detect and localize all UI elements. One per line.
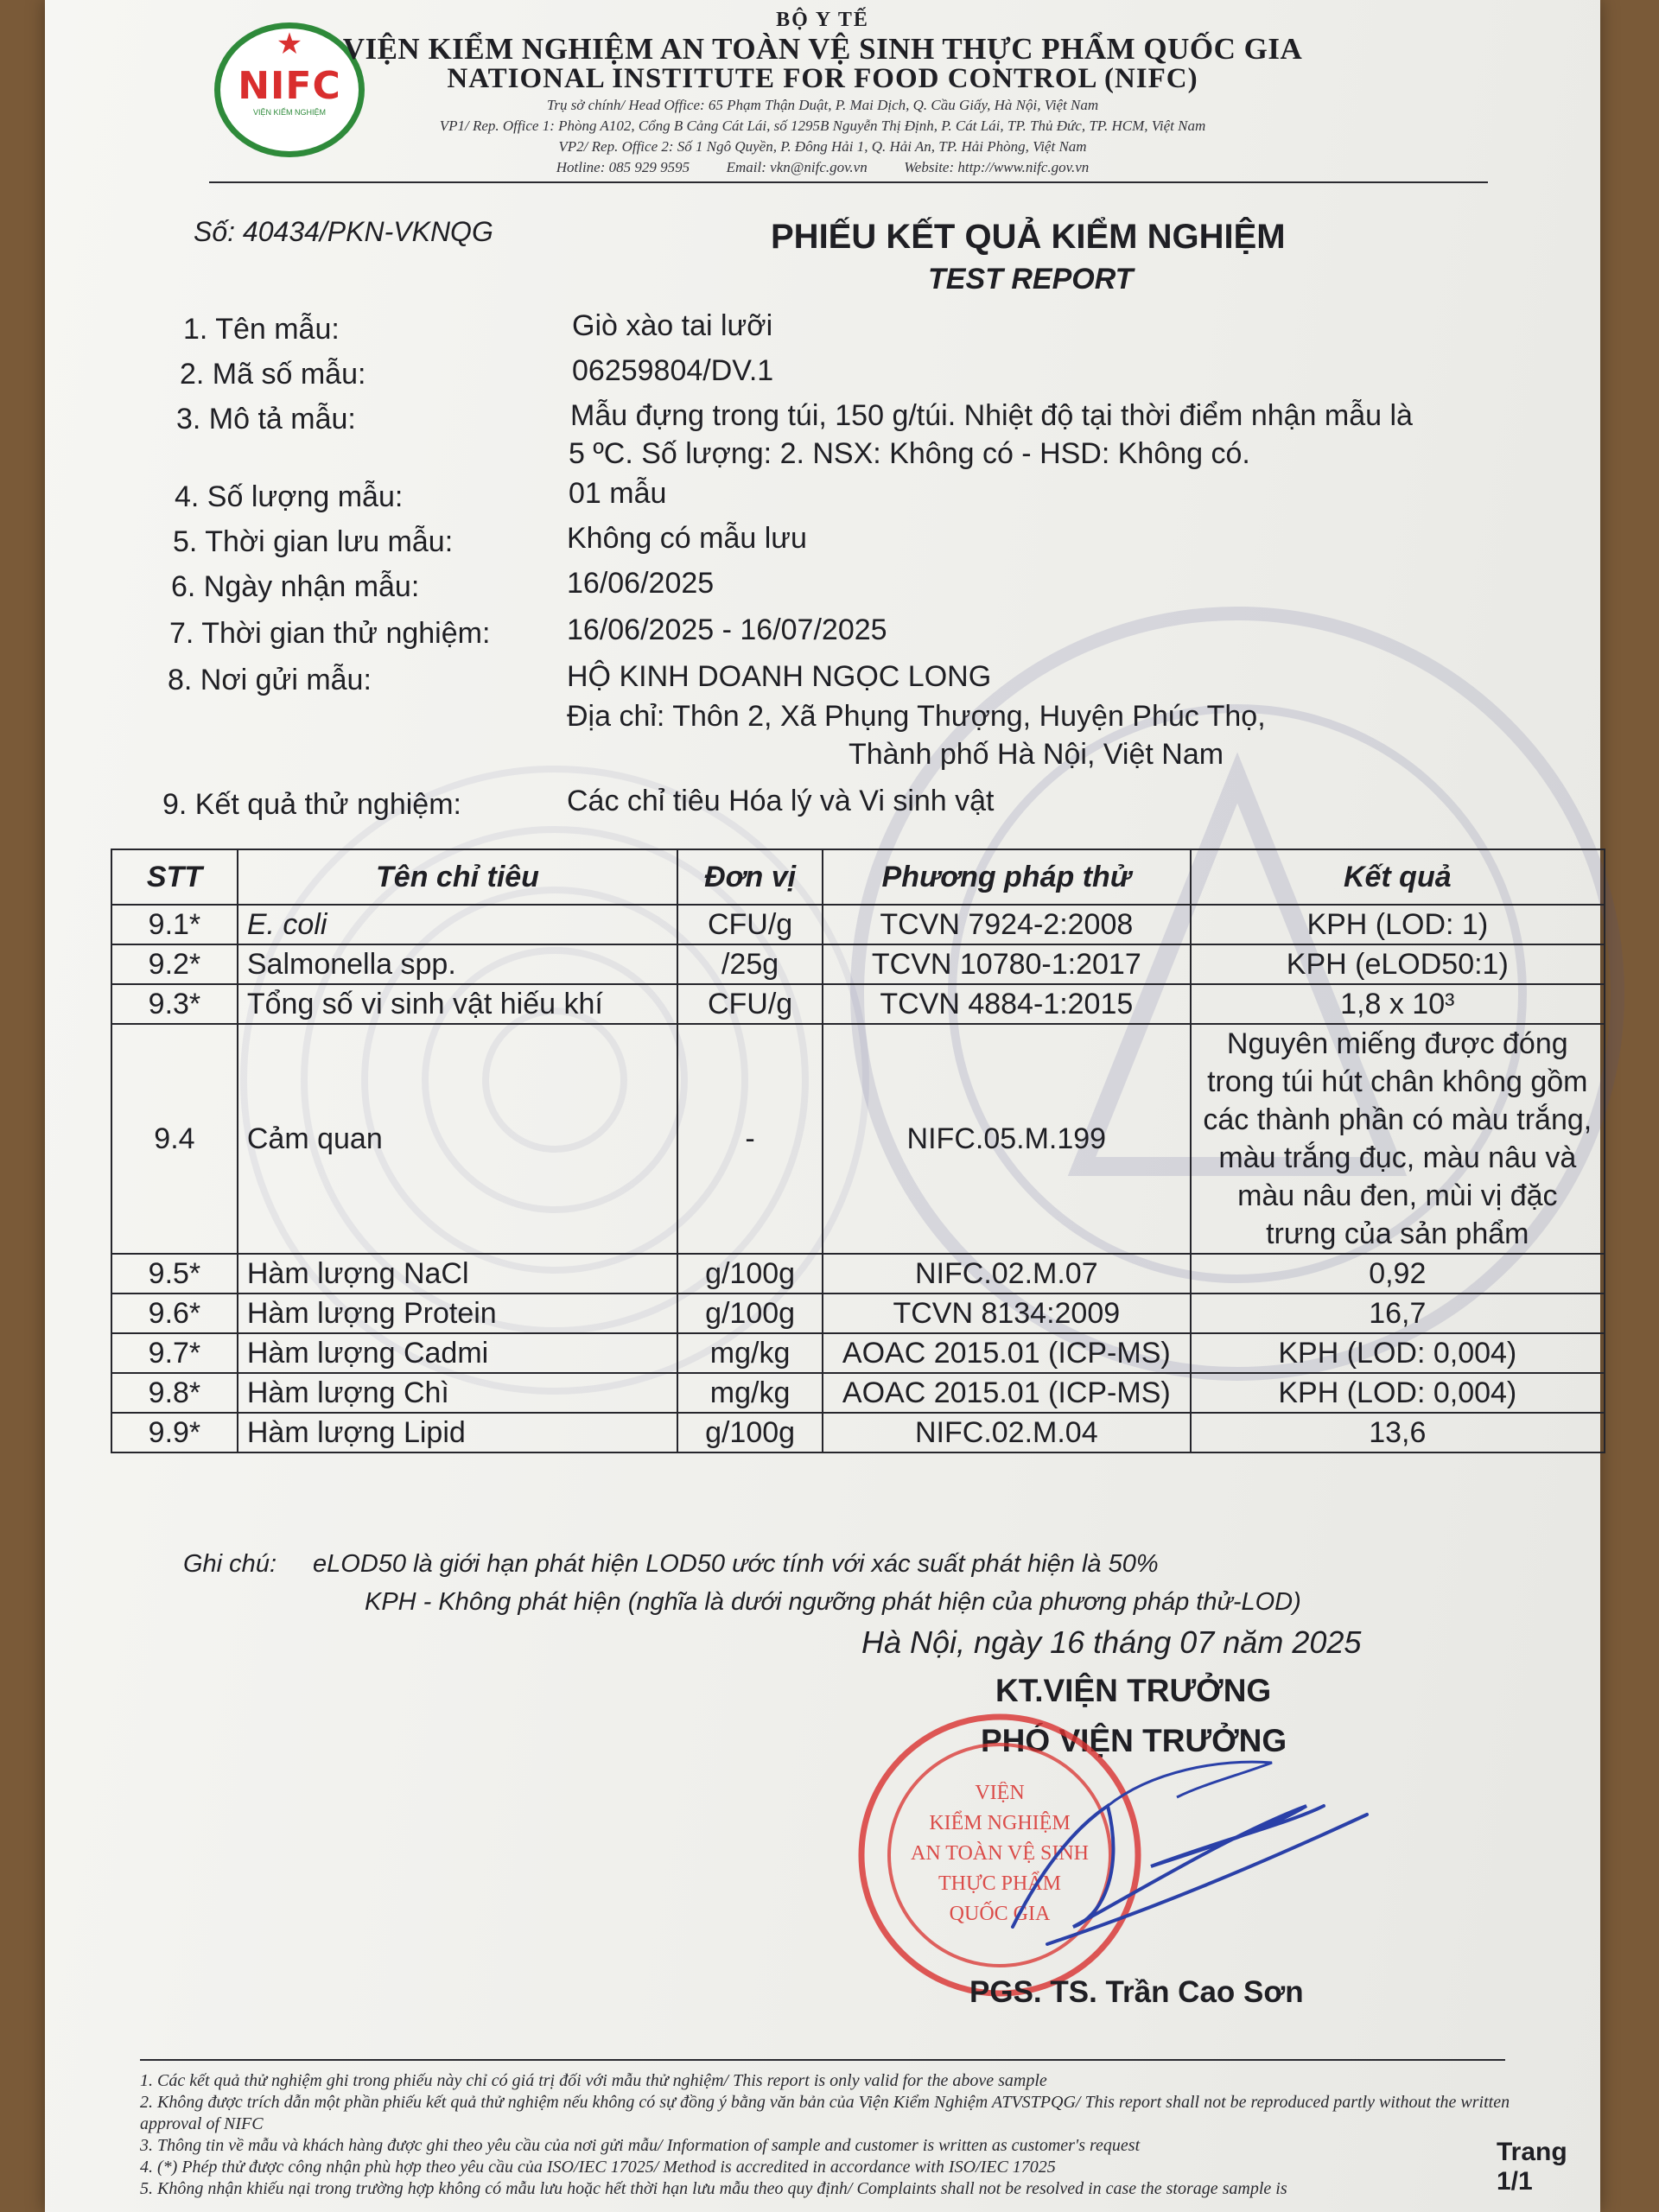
cell-method: TCVN 7924-2:2008 [823, 905, 1191, 944]
table-header-row [111, 849, 1605, 905]
stamp-text: QUỐC GIA [949, 1903, 1051, 1925]
cell-unit: g/100g [677, 1294, 823, 1333]
cell-result: 16,7 [1191, 1294, 1605, 1333]
field-label: 1. Tên mẫu: [183, 313, 340, 346]
cell-result: 0,92 [1191, 1254, 1605, 1294]
cell-unit: /25g [677, 944, 823, 984]
cell-method: AOAC 2015.01 (ICP-MS) [823, 1373, 1191, 1413]
stamp-text: THỰC PHẨM [938, 1872, 1061, 1895]
cell-result: 13,6 [1191, 1413, 1605, 1452]
cell-method: TCVN 8134:2009 [823, 1294, 1191, 1333]
letterhead [45, 9, 1600, 178]
cell-unit: CFU/g [677, 984, 823, 1024]
cell-stt: 9.2* [111, 944, 238, 984]
cell-stt: 9.8* [111, 1373, 238, 1413]
place-date: Hà Nội, ngày 16 tháng 07 năm 2025 [861, 1624, 1362, 1660]
footer-line: 2. Không được trích dẫn một phần phiếu kết quả thử nghiệm nếu không có sự đồng ý bằng văn bản của Viện Kiểm Nghiệm ATVSTPQG/ This report shall not be reproduced partly without the written approval of NIFC [140, 2093, 1510, 2133]
cell-name: Hàm lượng Lipid [238, 1413, 677, 1452]
cell-method: NIFC.02.M.04 [823, 1413, 1191, 1452]
cell-result: Nguyên miếng được đóng trong túi hút chân không gồm các thành phần có màu trắng, màu trắng đục, màu nâu và màu nâu đen, mùi vị đặc trưng của sản phẩm [1191, 1024, 1605, 1254]
field-label: 2. Mã số mẫu: [180, 358, 366, 391]
cell-unit: mg/kg [677, 1373, 823, 1413]
footer-notes [140, 2070, 1540, 2200]
note-line: KPH - Không phát hiện (nghĩa là dưới ngưỡng phát hiện của phương pháp thử-LOD) [365, 1588, 1301, 1616]
field-value: HỘ KINH DOANH NGỌC LONG [567, 660, 992, 693]
cell-unit: g/100g [677, 1254, 823, 1294]
field-value: Không có mẫu lưu [567, 522, 807, 555]
stamp-text: AN TOÀN VỆ SINH [910, 1842, 1090, 1865]
cell-name: Cảm quan [238, 1024, 677, 1254]
cell-stt: 9.7* [111, 1333, 238, 1373]
table-row [111, 1294, 1605, 1333]
cell-name: Hàm lượng Protein [238, 1294, 677, 1333]
cell-unit: mg/kg [677, 1333, 823, 1373]
cell-stt: 9.1* [111, 905, 238, 944]
field-label: 3. Mô tả mẫu: [176, 403, 356, 435]
field-label: 4. Số lượng mẫu: [175, 480, 404, 513]
report-title: PHIẾU KẾT QUẢ KIỂM NGHIỆM [771, 218, 1286, 256]
footer-line: 1. Các kết quả thử nghiệm ghi trong phiếu này chỉ có giá trị đối với mẫu thử nghiệm/ This report is only valid for the above sample [140, 2071, 1047, 2090]
field-value: 5 ºC. Số lượng: 2. NSX: Không có - HSD: Không có. [569, 437, 1250, 470]
ministry-name: BỘ Y TẾ [776, 9, 869, 31]
signer-role: KT.VIỆN TRƯỞNG [995, 1673, 1272, 1708]
stamp-text: VIỆN [975, 1782, 1025, 1804]
cell-name: E. coli [238, 905, 677, 944]
institute-name-en: NATIONAL INSTITUTE FOR FOOD CONTROL (NIFC) [447, 63, 1198, 94]
field-value: 06259804/DV.1 [572, 354, 774, 387]
cell-result: 1,8 x 10³ [1191, 984, 1605, 1024]
footer-divider [140, 2059, 1505, 2061]
address-line: VP1/ Rep. Office 1: Phòng A102, Cổng B Cảng Cát Lái, số 1295B Nguyễn Thị Định, P. Cát Lái, TP. Thủ Đức, TP. HCM, Việt Nam [439, 118, 1206, 134]
notes [183, 1545, 1301, 1621]
field-label: 7. Thời gian thử nghiệm: [169, 617, 491, 650]
cell-name: Hàm lượng Cadmi [238, 1333, 677, 1373]
cell-name: Tổng số vi sinh vật hiếu khí [238, 984, 677, 1024]
institute-name-vn: VIỆN KIỂM NGHIỆM AN TOÀN VỆ SINH THỰC PHẨM QUỐC GIA [342, 32, 1303, 66]
cell-name: Hàm lượng NaCl [238, 1254, 677, 1294]
report-subtitle: TEST REPORT [928, 263, 1134, 296]
cell-name: Hàm lượng Chì [238, 1373, 677, 1413]
table-row [111, 1333, 1605, 1373]
table-row [111, 905, 1605, 944]
report-page [45, 0, 1600, 2212]
field-label: 5. Thời gian lưu mẫu: [173, 525, 454, 558]
footer-line: 4. (*) Phép thử được công nhận phù hợp theo yêu cầu của ISO/IEC 17025/ Method is accredited in accordance with ISO/IEC 17025 [140, 2158, 1056, 2177]
column-header: STT [111, 849, 238, 905]
field-label: 6. Ngày nhận mẫu: [171, 570, 420, 603]
column-header: Tên chỉ tiêu [238, 849, 677, 905]
table-row [111, 1254, 1605, 1294]
cell-name: Salmonella spp. [238, 944, 677, 984]
field-label: 9. Kết quả thử nghiệm: [162, 788, 461, 821]
table-row [111, 1373, 1605, 1413]
table-row [111, 1413, 1605, 1452]
table-row [111, 944, 1605, 984]
field-value: Giò xào tai lưỡi [572, 309, 773, 342]
cell-unit: CFU/g [677, 905, 823, 944]
cell-stt: 9.6* [111, 1294, 238, 1333]
signer-name: PGS. TS. Trần Cao Sơn [969, 1975, 1304, 2009]
cell-stt: 9.5* [111, 1254, 238, 1294]
cell-unit: - [677, 1024, 823, 1254]
contact-line: Hotline: 085 929 9595 Email: vkn@nifc.gov.vn Website: http://www.nifc.gov.vn [556, 159, 1090, 175]
column-header: Đơn vị [677, 849, 823, 905]
field-value: 01 mẫu [569, 477, 667, 510]
cell-result: KPH (LOD: 1) [1191, 905, 1605, 944]
cell-stt: 9.4 [111, 1024, 238, 1254]
table-row [111, 984, 1605, 1024]
field-value: Mẫu đựng trong túi, 150 g/túi. Nhiệt độ tại thời điểm nhận mẫu là [570, 399, 1413, 432]
field-value: 16/06/2025 - 16/07/2025 [567, 613, 887, 646]
field-value: Địa chỉ: Thôn 2, Xã Phụng Thượng, Huyện Phúc Thọ, [567, 700, 1266, 733]
cell-method: NIFC.05.M.199 [823, 1024, 1191, 1254]
footer-line: 5. Không nhận khiếu nại trong trường hợp không có mẫu lưu hoặc hết thời hạn lưu mẫu theo quy định/ Complaints shall not be resolved in case the storage sample is [140, 2179, 1287, 2198]
field-value: 16/06/2025 [567, 567, 715, 600]
note-line: eLOD50 là giới hạn phát hiện LOD50 ước tính với xác suất phát hiện là 50% [313, 1550, 1159, 1578]
logo-subtext: VIỆN KIỂM NGHIỆM [252, 107, 326, 117]
results-table [111, 849, 1605, 1453]
address-line: VP2/ Rep. Office 2: Số 1 Ngô Quyền, P. Đông Hải 1, Q. Hải An, TP. Hải Phòng, Việt Nam [558, 138, 1087, 155]
field-value: Thành phố Hà Nội, Việt Nam [849, 738, 1224, 771]
notes-label: Ghi chú: [183, 1550, 276, 1578]
cell-result: KPH (LOD: 0,004) [1191, 1373, 1605, 1413]
document-number: Số: 40434/PKN-VKNQG [194, 216, 493, 247]
signer-role: PHÓ VIỆN TRƯỞNG [981, 1723, 1287, 1758]
footer-line: 3. Thông tin về mẫu và khách hàng được ghi theo yêu cầu của nơi gửi mẫu/ Information of sample and customer is written as customer's request [140, 2136, 1141, 2155]
cell-unit: g/100g [677, 1413, 823, 1452]
page-number: Trang 1/1 [1497, 2138, 1567, 2196]
cell-stt: 9.3* [111, 984, 238, 1024]
cell-method: TCVN 10780-1:2017 [823, 944, 1191, 984]
cell-result: KPH (LOD: 0,004) [1191, 1333, 1605, 1373]
field-label: 8. Nơi gửi mẫu: [168, 664, 372, 696]
field-value: Các chỉ tiêu Hóa lý và Vi sinh vật [567, 785, 995, 817]
cell-method: TCVN 4884-1:2015 [823, 984, 1191, 1024]
handwritten-signature [978, 1754, 1393, 1961]
cell-stt: 9.9* [111, 1413, 238, 1452]
logo-text: NIFC [238, 63, 341, 108]
table-row [111, 1024, 1605, 1254]
column-header: Kết quả [1191, 849, 1605, 905]
stamp-text: KIỂM NGHIỆM [929, 1812, 1071, 1834]
header-divider [209, 181, 1488, 183]
cell-method: AOAC 2015.01 (ICP-MS) [823, 1333, 1191, 1373]
column-header: Phương pháp thử [823, 849, 1191, 905]
cell-method: NIFC.02.M.07 [823, 1254, 1191, 1294]
star-icon: ★ [276, 28, 303, 60]
address-line: Trụ sở chính/ Head Office: 65 Phạm Thận Duật, P. Mai Dịch, Q. Cầu Giấy, Hà Nội, Việt Nam [546, 97, 1099, 113]
cell-result: KPH (eLOD50:1) [1191, 944, 1605, 984]
